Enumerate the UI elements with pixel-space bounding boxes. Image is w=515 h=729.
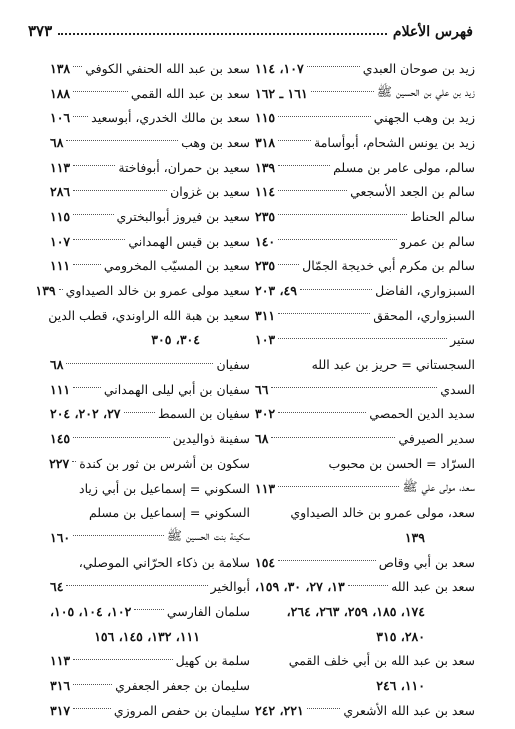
- entry-name: سعيد مولى عمرو بن خالد الصيداوي: [65, 283, 250, 299]
- entry-pages: ٣١٨: [255, 134, 276, 150]
- dot-leader: [73, 684, 112, 685]
- index-entry: [50, 229, 250, 254]
- entry-pages: ١٠٧: [50, 233, 71, 249]
- dot-leader: [278, 264, 299, 265]
- dot-leader: [311, 91, 374, 92]
- entry-name: سعد بن أبي وقاص: [378, 554, 475, 570]
- dot-leader: [278, 338, 447, 339]
- dot-leader: [300, 289, 372, 290]
- entry-pages: ١١٣: [50, 653, 71, 669]
- index-entry: [50, 673, 250, 698]
- dot-leader: [278, 214, 407, 215]
- index-entry: [50, 500, 250, 525]
- index-column-right: [255, 56, 475, 723]
- dot-leader: [278, 140, 311, 141]
- index-entry: [50, 105, 250, 130]
- index-entry: [50, 698, 250, 723]
- entry-pages: ١٠٧، ١١٤: [255, 60, 304, 76]
- index-entry: [255, 698, 475, 723]
- index-entry: [50, 599, 250, 624]
- entry-name: سعد بن عبد الله بن أبي خلف القمي: [288, 653, 475, 669]
- entry-pages: ١١٥: [255, 110, 276, 126]
- entry-pages: ٦٨: [50, 357, 64, 373]
- index-entry: [50, 574, 250, 599]
- index-entry: [255, 278, 475, 303]
- entry-name: سعيد بن غزوان: [170, 184, 250, 200]
- dot-leader: [278, 165, 330, 166]
- index-entry: [50, 550, 250, 575]
- index-entry: [255, 476, 475, 501]
- index-entry: [255, 328, 475, 353]
- index-entry: [255, 673, 475, 698]
- entry-pages: ١٠٣: [255, 332, 276, 348]
- index-entry: [255, 229, 475, 254]
- dot-leader: [73, 264, 101, 265]
- entry-name: سعد بن عبد الله الأشعري: [343, 702, 475, 718]
- entry-name: سعيد بن فيروز أبوالبختري: [116, 208, 250, 224]
- index-entry: [255, 402, 475, 427]
- entry-pages: ١١١: [50, 381, 71, 397]
- entry-pages: ١١٥: [50, 208, 71, 224]
- entry-name: سليمان بن حفص المروزي: [113, 702, 250, 718]
- entry-name: زيد بن صوحان العبدي: [362, 60, 475, 76]
- index-entry: [50, 81, 250, 106]
- index-entry: [255, 377, 475, 402]
- dot-leader: [73, 239, 125, 240]
- index-entry: [50, 525, 250, 550]
- entry-pages: ١٠٦: [50, 110, 71, 126]
- index-entry: [255, 451, 475, 476]
- entry-pages: ١١٠، ٢٤٦: [376, 678, 425, 694]
- index-entry: [255, 352, 475, 377]
- entry-name: سلمان الفارسي: [166, 603, 250, 619]
- entry-name: سعد، مولى عمرو بن خالد الصيداوي: [290, 505, 475, 521]
- entry-name: زيد بن علي بن الحسين ﷺ: [376, 83, 475, 99]
- entry-name: سالم بن عمرو: [400, 233, 475, 249]
- entry-name: سعد بن مالك الخدري، أبوسعيد: [91, 110, 250, 126]
- entry-pages: ١٧٤، ١٨٥، ٢٥٩، ٢٦٣، ٢٦٤،: [286, 603, 425, 619]
- dot-leader: [66, 140, 178, 141]
- entry-pages: ٣٠٢: [255, 406, 276, 422]
- index-entry: [50, 624, 250, 649]
- dot-leader: [348, 585, 388, 586]
- dot-leader: [66, 363, 213, 364]
- index-entry: [50, 130, 250, 155]
- entry-pages: ٢٨٦: [50, 184, 71, 200]
- dot-leader: [59, 289, 63, 290]
- entry-name: سكون بن أشرس بن ثور بن كندة: [79, 455, 250, 471]
- index-entry: [50, 451, 250, 476]
- entry-name: سديد الدين الحمصي: [369, 406, 475, 422]
- entry-pages: ٢٢٧: [49, 455, 70, 471]
- entry-name: سالم بن مكرم أبي خديجة الجمّال: [302, 258, 475, 274]
- index-entry: [50, 426, 250, 451]
- entry-name: سفينة ذواليدين: [172, 431, 250, 447]
- dot-leader: [124, 412, 155, 413]
- entry-pages: ٢٨٠، ٣١٥: [376, 628, 425, 644]
- index-entry: [255, 204, 475, 229]
- dot-leader: [73, 190, 167, 191]
- entry-pages: ٢٣٥: [255, 208, 276, 224]
- entry-pages: ١٤٥: [50, 431, 71, 447]
- entry-name: سفيان بن السمط: [157, 406, 250, 422]
- entry-name: السكوني = إسماعيل بن مسلم: [88, 505, 250, 521]
- index-entry: [50, 56, 250, 81]
- index-entry: [50, 155, 250, 180]
- index-entry: [255, 303, 475, 328]
- entry-pages: ٢٣٥: [255, 258, 276, 274]
- dot-leader: [271, 437, 395, 438]
- entry-pages: ١٣، ٢٧، ٣٠، ١٥٩،: [255, 579, 345, 595]
- index-entry: [50, 303, 250, 328]
- index-entry: [50, 476, 250, 501]
- entry-pages: ١٤٠: [255, 233, 276, 249]
- index-entry: [255, 179, 475, 204]
- index-entry: [255, 56, 475, 81]
- entry-name: سفيان بن أبي ليلى الهمداني: [103, 381, 250, 397]
- dot-leader: [278, 116, 371, 117]
- index-entry: [255, 624, 475, 649]
- dot-leader: [278, 313, 370, 314]
- entry-pages: ١٦١ ـ ١٦٢: [255, 85, 308, 101]
- entry-name: السبزواري، الفاضل: [375, 283, 475, 299]
- entry-name: سعيد بن هبة الله الراوندي، قطب الدين: [48, 307, 250, 323]
- index-entry: [50, 204, 250, 229]
- entry-pages: ٣١٧: [50, 702, 71, 718]
- index-entry: [35, 278, 250, 303]
- entry-name: سعد بن عبد الله الحنفي الكوفي: [85, 60, 250, 76]
- entry-name: السرّاد = الحسن بن محبوب: [328, 455, 475, 471]
- dot-leader: [271, 387, 437, 388]
- index-entry: [255, 550, 475, 575]
- index-entry: [255, 81, 475, 106]
- entry-name: السبزواري، المحقق: [373, 307, 475, 323]
- entry-name: سعيد بن المسيّب المخرومي: [103, 258, 250, 274]
- entry-name: السدي: [440, 381, 475, 397]
- entry-name: سعد بن وهب: [181, 134, 250, 150]
- dot-leader: [73, 66, 82, 67]
- page-header: [28, 14, 473, 40]
- entry-pages: ١١١، ١٣٢، ١٤٥، ١٥٦: [94, 628, 200, 644]
- entry-pages: ١٥٤: [255, 554, 276, 570]
- entry-pages: ١١٣: [255, 480, 276, 496]
- entry-name: سكينة بنت الحسين ﷺ: [166, 527, 250, 543]
- entry-pages: ٣١٦: [50, 678, 71, 694]
- entry-pages: ٦٤: [50, 579, 64, 595]
- dot-leader: [73, 214, 113, 215]
- index-entry: [255, 254, 475, 279]
- entry-pages: ١٣٩: [255, 159, 276, 175]
- entry-pages: ١١٤: [255, 184, 276, 200]
- index-entry: [50, 179, 250, 204]
- entry-name: سالم بن الجعد الأسجعي: [350, 184, 475, 200]
- entry-name: سعيد بن حمران، أبوفاختة: [118, 159, 250, 175]
- dot-leader: [307, 708, 341, 709]
- dot-leader: [134, 609, 164, 610]
- entry-name: سعد بن عبد الله: [391, 579, 475, 595]
- dot-leader: [66, 585, 207, 586]
- index-entry: [50, 352, 250, 377]
- entry-pages: ٢٢١، ٢٤٢: [255, 702, 304, 718]
- dot-leader: [73, 708, 111, 709]
- index-entry: [255, 599, 475, 624]
- entry-name: ستير: [450, 332, 475, 348]
- entry-name: سلامة بن ذكاء الحرّاني الموصلي،: [78, 554, 250, 570]
- entry-name: سالم الحناط: [410, 208, 475, 224]
- entry-pages: ١٨٨: [50, 85, 71, 101]
- entry-pages: ٢٧، ٢٠٢، ٢٠٤: [50, 406, 121, 422]
- entry-pages: ٦٦: [255, 381, 269, 397]
- dot-leader: [278, 560, 376, 561]
- entry-name: السكوني = إسماعيل بن أبي زياد: [79, 480, 250, 496]
- entry-name: سليمان بن جعفر الجعفري: [115, 678, 250, 694]
- entry-name: سلمة بن كهيل: [175, 653, 250, 669]
- entry-pages: ٣١١: [255, 307, 276, 323]
- dot-leader: [73, 535, 164, 536]
- index-entry: [255, 500, 475, 525]
- dot-leader: [73, 165, 115, 166]
- entry-pages: ١٠٢، ١٠٤، ١٠٥،: [50, 603, 132, 619]
- entry-pages: ١٦٠: [50, 529, 71, 545]
- entry-pages: ٦٨: [50, 134, 64, 150]
- entry-name: سعد، مولى علي ﷺ: [402, 478, 475, 494]
- entry-name: سعيد بن قيس الهمداني: [128, 233, 250, 249]
- entry-pages: ١٣٨: [50, 60, 71, 76]
- dot-leader: [278, 486, 399, 487]
- index-entry: [50, 328, 250, 353]
- entry-name: السجستاني = حريز بن عبد الله: [311, 357, 475, 373]
- dot-leader: [278, 412, 366, 413]
- running-title: فهرس الأعلام: [392, 24, 473, 40]
- entry-name: سدير الصيرفي: [398, 431, 475, 447]
- entry-pages: ٦٨: [255, 431, 269, 447]
- index-entry: [50, 402, 250, 427]
- dot-leader: [278, 190, 347, 191]
- index-column-left: [35, 56, 250, 723]
- entry-pages: ٤٩، ٢٠٣: [255, 283, 297, 299]
- index-entry: [255, 155, 475, 180]
- index-entry: [50, 254, 250, 279]
- index-entry: [255, 105, 475, 130]
- entry-pages: ٣٠٤، ٣٠٥: [151, 332, 200, 348]
- dot-leader: [73, 437, 170, 438]
- entry-name: سعد بن عبد الله القمي: [130, 85, 250, 101]
- entry-name: سفيان: [216, 357, 250, 373]
- index-entry: [50, 649, 250, 674]
- index-entry: [255, 574, 475, 599]
- entry-name: زيد بن يونس الشحام، أبوأسامة: [314, 134, 475, 150]
- entry-pages: ١٣٩: [35, 283, 56, 299]
- index-entry: [255, 426, 475, 451]
- entry-pages: ١١٣: [50, 159, 71, 175]
- index-entry: [255, 130, 475, 155]
- dot-leader: [73, 659, 172, 660]
- dot-leader: [72, 461, 76, 462]
- header-dot-leader: [58, 33, 387, 35]
- dot-leader: [278, 239, 397, 240]
- dot-leader: [73, 91, 128, 92]
- dot-leader: [73, 116, 88, 117]
- dot-leader: [73, 387, 101, 388]
- entry-name: زيد بن وهب الجهني: [373, 110, 475, 126]
- dot-leader: [307, 66, 360, 67]
- index-entry: [50, 377, 250, 402]
- index-entry: [255, 525, 475, 550]
- entry-name: أبوالخير: [210, 579, 250, 595]
- entry-pages: ١١١: [50, 258, 71, 274]
- entry-name: سالم، مولى عامر بن مسلم: [333, 159, 475, 175]
- entry-pages: ١٣٩: [404, 529, 425, 545]
- index-entry: [255, 649, 475, 674]
- page-number: ٣٧٣: [28, 22, 53, 40]
